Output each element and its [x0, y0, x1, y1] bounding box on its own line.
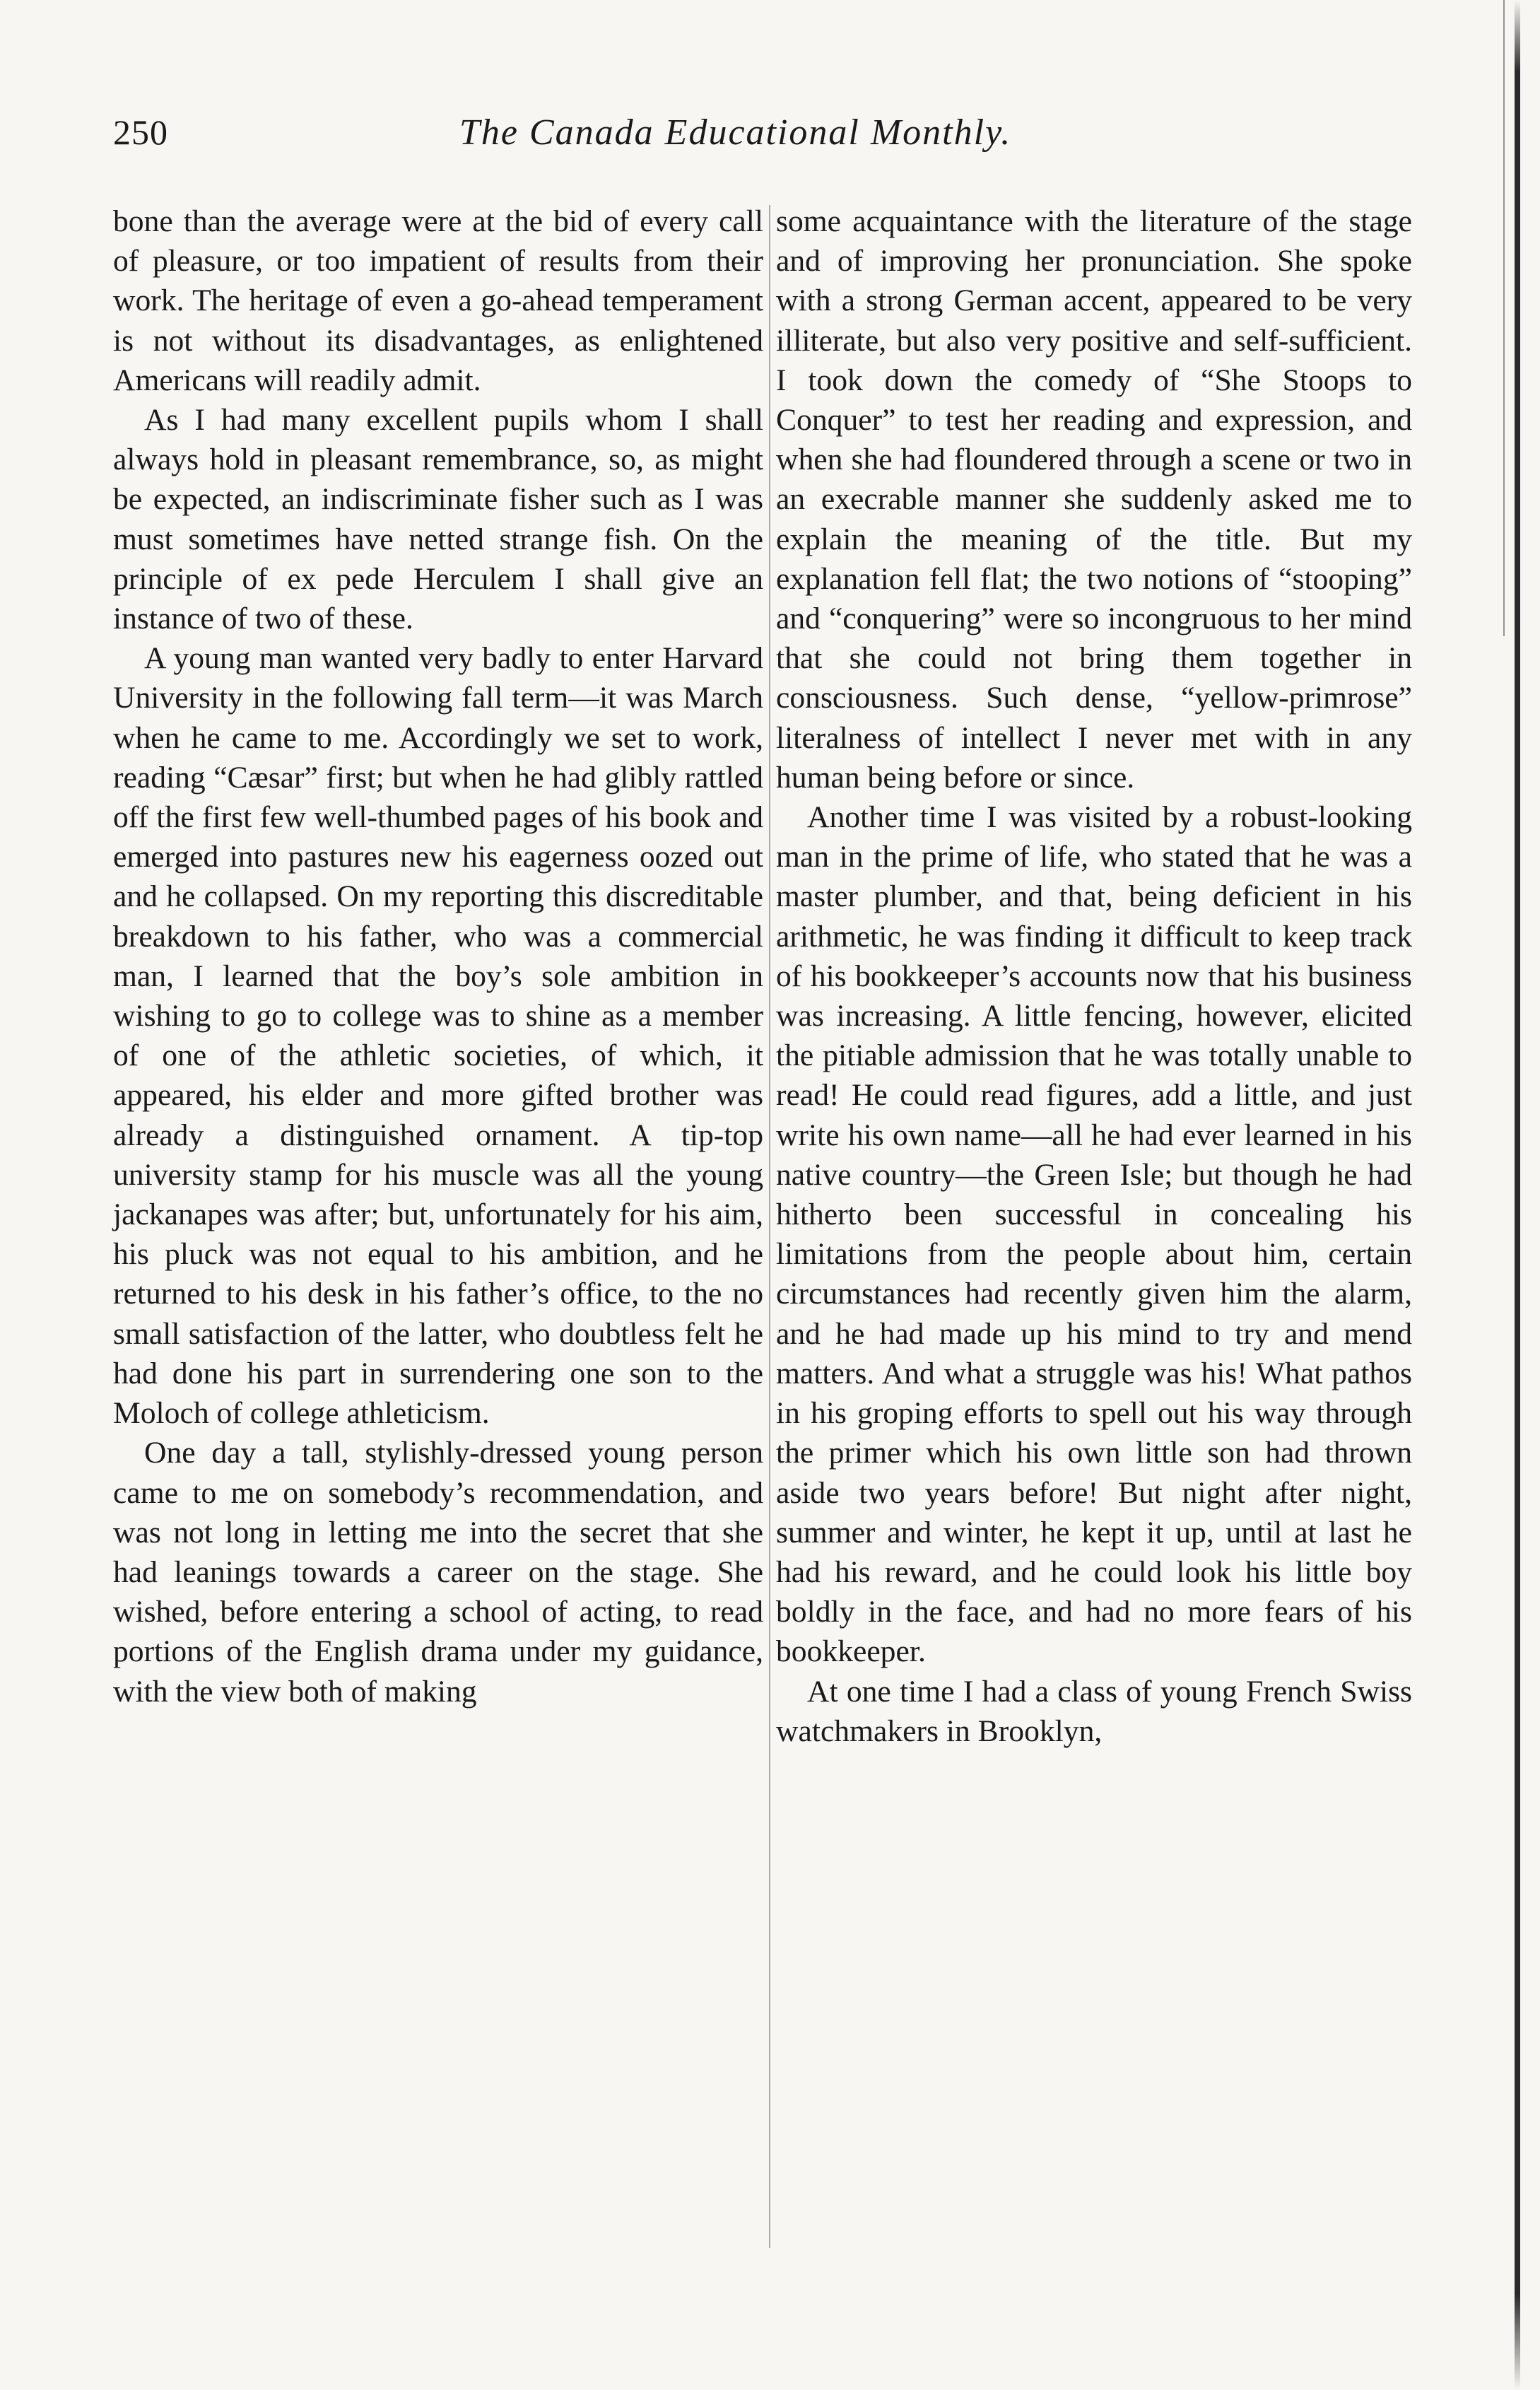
paragraph: bone than the average were at the bid of every call of pleasure, or too impatient of results from their work. The heritage of even a go-ahead temperament is not without its disadvantages, as enlightened Americans will readily admit.: [113, 204, 763, 397]
paragraph: Another time I was visited by a robust-looking man in the prime of life, who stated that he was a master plumber, and that, being deficient in his arithmetic, he was finding it difficult to keep track of his bookkeeper’s accounts now that his business was increasing. A little fencing, however, elicited the pitiable admission that he was totally unable to read! He could read figures, add a little, and just write his own name—all he had ever learned in his native country—the Green Isle; but though he had hitherto been successful in concealing his limitations from the people about him, certain circumstances had recently given him the alarm, and he had made up his mind to try and mend matters. And what a struggle was his! What pathos in his groping efforts to spell out his way through the primer which his own little son had thrown aside two years before! But night after night, summer and winter, he kept it up, until at last he had his reward, and he could look his little boy boldly in the face, and had no more fears of his bookkeeper.: [776, 800, 1412, 1669]
page-number: 250: [113, 112, 168, 152]
column-divider: [769, 205, 770, 2248]
page-header: [113, 112, 1428, 175]
paragraph: As I had many excellent pupils whom I shall always hold in pleasant remembrance, so, as might be expected, an indiscriminate fisher such as I was must sometimes have netted strange fish. On the principle of ex pede Herculem I shall give an instance of two of these.: [113, 403, 763, 636]
paragraph: some acquaintance with the literature of the stage and of improving her pronunciation. She spoke with a strong German accent, appeared to be very illiterate, but also very positive and self-sufficient. I took down the comedy of “She Stoops to Conquer” to test her reading and expression, and when she had floundered through a scene or two in an execrable manner she suddenly asked me to explain the meaning of the title. But my explanation fell flat; the two notions of “stooping” and “conquering” were so incongruous to her mind that she could not bring them together in consciousness. Such dense, “yellow-primrose” literalness of intellect I never met with in any human being before or since.: [776, 204, 1412, 795]
right-column: [776, 201, 1412, 1751]
running-title: The Canada Educational Monthly.: [459, 112, 1012, 153]
paragraph: One day a tall, stylishly-dressed young person came to me on somebody’s recommendation, and was not long in letting me into the secret that she had leanings towards a career on the stage. She wished, before entering a school of acting, to read portions of the English drama under my guidance, with the view both of making: [113, 1436, 763, 1709]
left-column: [113, 201, 763, 1711]
page-edge-line: [1503, 0, 1505, 636]
paragraph: At one time I had a class of young French Swiss watchmakers in Brooklyn,: [776, 1674, 1412, 1748]
paragraph: A young man wanted very badly to enter Harvard University in the following fall term—it was March when he came to me. Accordingly we set to work, reading “Cæsar” first; but when he had glibly rattled off the first few well-thumbed pages of his book and emerged into pastures new his eagerness oozed out and he collapsed. On my reporting this discreditable breakdown to his father, who was a commercial man, I learned that the boy’s sole ambition in wishing to go to college was to shine as a member of one of the athletic societies, of which, it appeared, his elder and more gifted brother was already a distinguished ornament. A tip-top university stamp for his muscle was all the young jackanapes was after; but, unfortunately for his aim, his pluck was not equal to his ambition, and he returned to his desk in his father’s office, to the no small satisfaction of the latter, who doubtless felt he had done his part in surrendering one son to the Moloch of college athleticism.: [113, 641, 763, 1431]
page-edge-shadow: [1515, 0, 1520, 2390]
